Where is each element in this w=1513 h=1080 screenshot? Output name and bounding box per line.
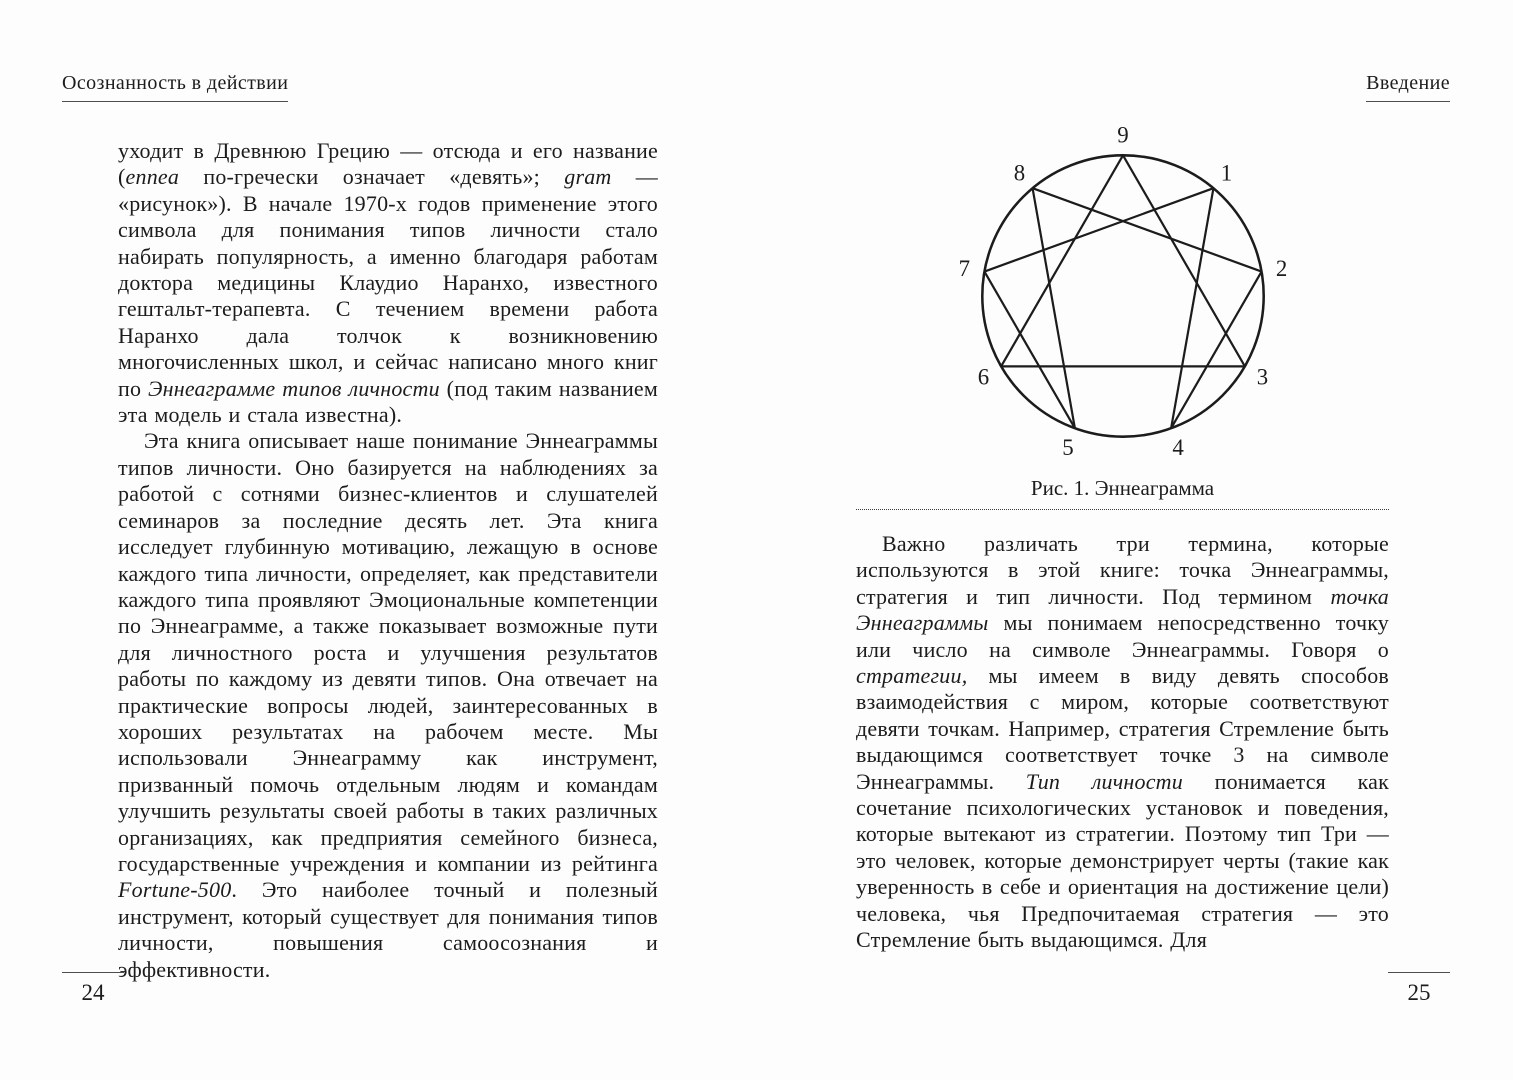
point-label-7: 7 (958, 255, 970, 281)
enneagram-circle (982, 155, 1263, 436)
point-label-3: 3 (1256, 364, 1268, 390)
running-head-left-label: Осознанность в действии (62, 72, 288, 102)
enneagram-line-9-3 (1123, 155, 1245, 366)
figure-caption: Рис. 1. Эннеаграмма (1030, 476, 1215, 500)
point-label-6: 6 (977, 364, 989, 390)
running-head-left (62, 72, 288, 102)
point-label-8: 8 (1013, 160, 1025, 186)
figure-separator (856, 509, 1389, 510)
point-label-5: 5 (1061, 435, 1074, 461)
enneagram-line-6-9 (1001, 155, 1123, 366)
point-label-1: 1 (1220, 160, 1232, 186)
running-head-right (1366, 72, 1450, 102)
point-label-2: 2 (1275, 255, 1287, 281)
paragraph: Важно различать три термина, которые используются в этой книге: точка Эннеаграммы, стратегия и тип личности. Под термином точка Эннеаграммы мы понимаем непосредственно точку или число на символе Эннеаграммы. Говоря о стратегии, мы имеем в виду девять способов взаимодействия с миром, которые соответствуют девяти точкам. Например, стратегия Стремление быть выдающимся соответствует точке 3 на символе Эннеаграммы. Тип личности понимается как сочетание психологических установок и поведения, которые вытекают из стратегии. Поэтому тип Три — это человек, которые демонстрирует черты (такие как уверенность в себе и ориентация на достижение цели) человека, чья Предпочитаемая стратегия — это Стремление быть выдающимся. Для (856, 531, 1390, 953)
body-text-left (118, 138, 658, 983)
paragraph: Эта книга описывает наше понимание Эннеаграммы типов личности. Оно базируется на наблюдениях за работой с сотнями бизнес-клиентов и слушателей семинаров за последние десять лет. Эта книга исследует глубинную мотивацию, лежащую в основе каждого типа личности, определяет, как представители каждого типа проявляют Эмоциональные компетенции по Эннеаграмме, а также показывает возможные пути для личностного роста и улучшения результатов работы по каждому из девяти типов. Она отвечает на практические вопросы людей, заинтересованных в хороших результатах на рабочем месте. Мы использовали Эннеаграмму как инструмент, призванный помочь отдельным людям и командам улучшить результаты своей работы в таких различных организациях, как предприятия семейного бизнеса, государственные учреждения и компании из рейтинга Fortune-500. Это наиболее точный и полезный инструмент, который существует для понимания типов личности, повышения самоосознания и эффективности. (118, 428, 658, 982)
enneagram-diagram (945, 118, 1301, 474)
point-label-4: 4 (1171, 435, 1184, 461)
page-number-right: 25 (1388, 972, 1450, 1006)
paragraph: уходит в Древнюю Грецию — отсюда и его название (ennea по-гречески означает «девять»; gram — «рисунок»). В начале 1970-х годов применение этого символа для понимания типов личности стало набирать популярность, а именно благодаря работам доктора медицины Клаудио Наранхо, известного гештальт-терапевта. С течением времени работа Наранхо дала толчок к возникновению многочисленных школ, и сейчас написано много книг по Эннеаграмме типов личности (под таким названием эта модель и стала известна). (118, 138, 659, 428)
enneagram-figure (856, 118, 1389, 510)
running-head-right-label: Введение (1366, 72, 1450, 102)
point-label-9: 9 (1116, 122, 1129, 148)
body-text-right (856, 531, 1389, 954)
page-number-left: 24 (62, 972, 124, 1006)
